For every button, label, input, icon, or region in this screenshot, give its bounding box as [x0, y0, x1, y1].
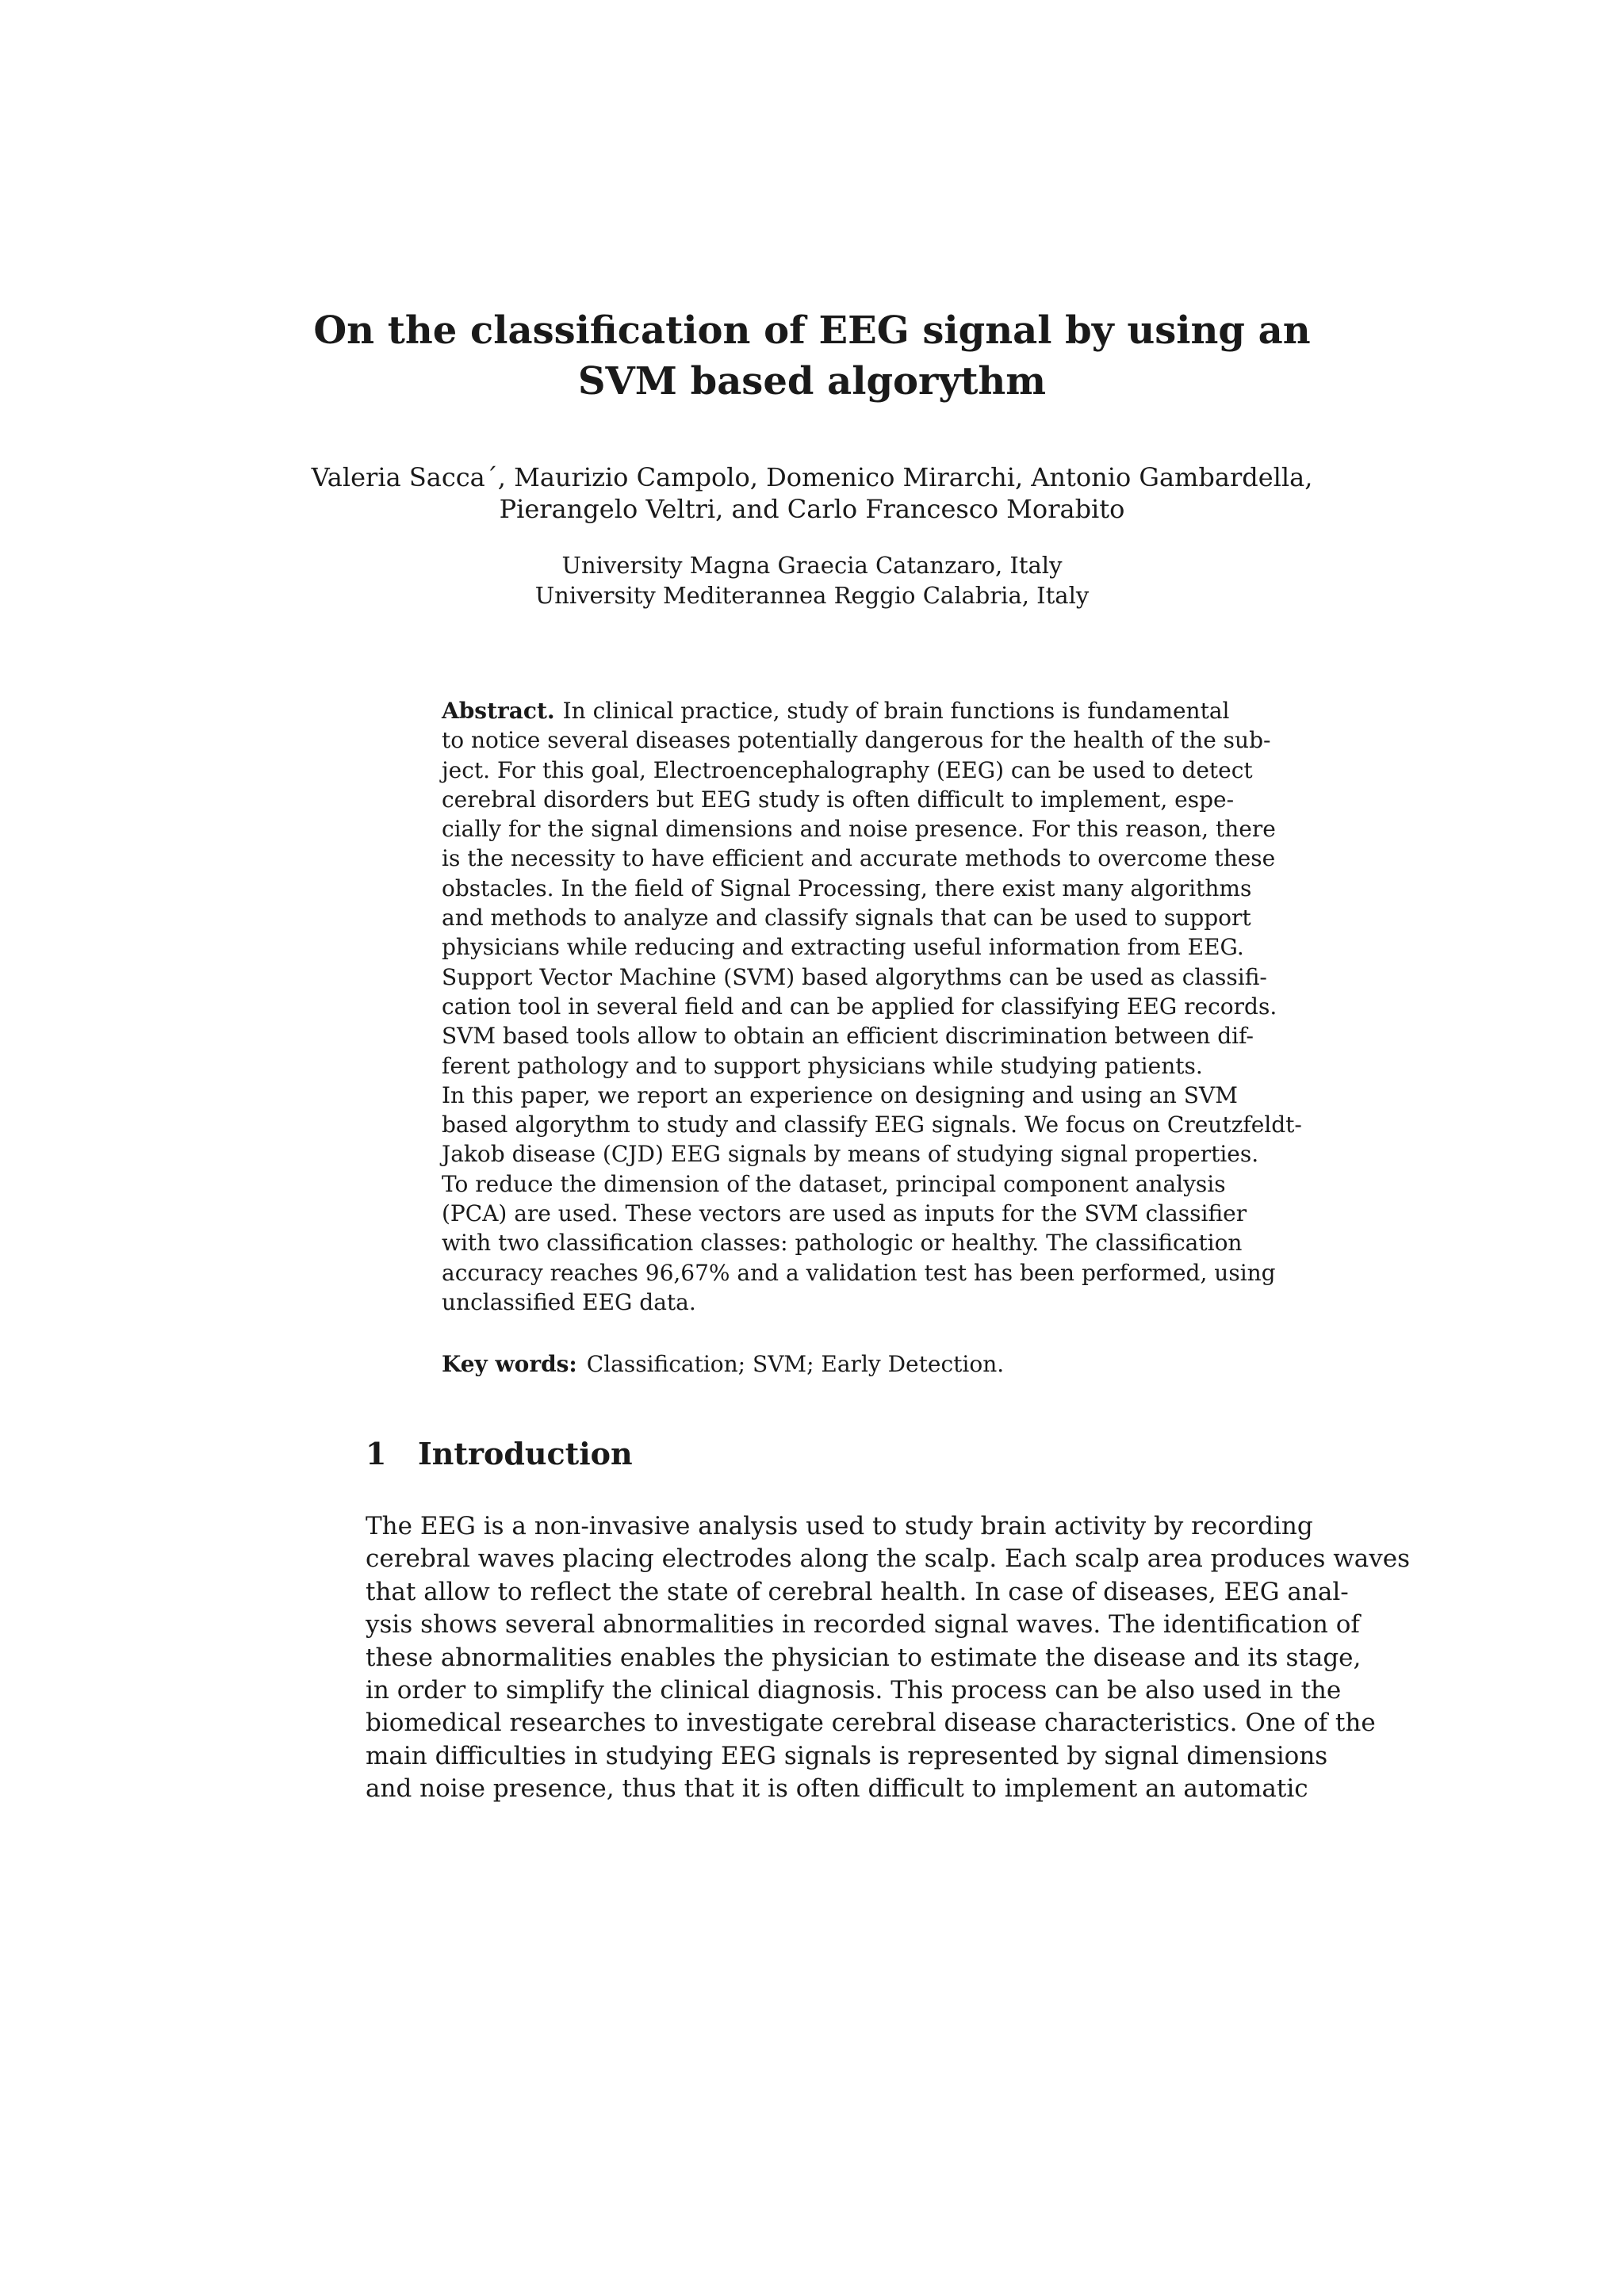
title-line: On the classification of EEG signal by using an [313, 308, 1311, 353]
abstract-line: (PCA) are used. These vectors are used as inputs for the SVM classifier [442, 1200, 1247, 1227]
intro-line: and noise presence, thus that it is often difficult to implement an automatic [366, 1774, 1308, 1804]
intro-line: these abnormalities enables the physician to estimate the disease and its stage, [366, 1643, 1362, 1672]
abstract-line: Jakob disease (CJD) EEG signals by means of studying signal properties. [442, 1141, 1259, 1168]
abstract-line: cially for the signal dimensions and noise presence. For this reason, there [442, 816, 1276, 843]
title-line: SVM based algorythm [577, 359, 1047, 404]
intro-paragraph [366, 1510, 1411, 1806]
abstract-line: with two classification classes: pathologic or healthy. The classification [442, 1230, 1243, 1257]
abstract-line: cerebral disorders but EEG study is often difficult to implement, espe- [442, 786, 1235, 813]
intro-line: ysis shows several abnormalities in recorded signal waves. The identification of [366, 1610, 1360, 1640]
abstract-line: based algorythm to study and classify EEG signals. We focus on Creutzfeldt- [442, 1112, 1302, 1138]
intro-line: The EEG is a non-invasive analysis used to study brain activity by recording [366, 1512, 1313, 1540]
keywords-text: Classification; SVM; Early Detection. [586, 1351, 1005, 1377]
intro-line: that allow to reflect the state of cerebral health. In case of diseases, EEG anal- [366, 1577, 1349, 1606]
abstract-line: is the necessity to have efficient and accurate methods to overcome these [442, 845, 1276, 872]
section-title: Introduction [418, 1436, 633, 1471]
intro-line: biomedical researches to investigate cerebral disease characteristics. One of the [366, 1709, 1376, 1738]
author-line: Valeria Sacca´, Maurizio Campolo, Domenico Mirarchi, Antonio Gambardella, [311, 462, 1313, 492]
abstract-line: cation tool in several field and can be applied for classifying EEG records. [442, 993, 1277, 1020]
abstract-line: obstacles. In the field of Signal Processing, there exist many algorithms [442, 874, 1252, 901]
abstract-line: accuracy reaches 96,67% and a validation test has been performed, using [442, 1259, 1276, 1286]
paper-title [238, 305, 1386, 407]
abstract-line: ferent pathology and to support physicians while studying patients. [442, 1052, 1203, 1079]
affiliation: University Magna Graecia Catanzaro, Italy [561, 552, 1063, 579]
intro-line: cerebral waves placing electrodes along the scalp. Each scalp area produces waves [366, 1544, 1411, 1574]
keywords [442, 1349, 1224, 1379]
abstract-line: physicians while reducing and extracting useful information from EEG. [442, 934, 1244, 961]
abstract-label: Abstract. [442, 698, 555, 724]
abstract-line: unclassified EEG data. [442, 1288, 696, 1315]
section-number: 1 [366, 1436, 387, 1471]
abstract-line: ject. For this goal, Electroencephalography (EEG) can be used to detect [442, 756, 1253, 783]
affiliation: University Mediterannea Reggio Calabria, Italy [534, 582, 1090, 609]
section-heading [366, 1435, 633, 1473]
abstract-line: SVM based tools allow to obtain an efficient discrimination between dif- [442, 1023, 1254, 1050]
abstract-line: Abstract. In clinical practice, study of brain functions is fundamental [442, 698, 1230, 724]
abstract-line: To reduce the dimension of the dataset, principal component analysis [442, 1170, 1226, 1197]
author-list [238, 461, 1386, 525]
abstract-line: Support Vector Machine (SVM) based algorythms can be used as classifi- [442, 963, 1267, 990]
author-line: Pierangelo Veltri, and Carlo Francesco Morabito [499, 494, 1125, 524]
abstract-line: In this paper, we report an experience on designing and using an SVM [442, 1081, 1238, 1108]
abstract-line: and methods to analyze and classify signals that can be used to support [442, 905, 1251, 932]
abstract-line: to notice several diseases potentially dangerous for the health of the sub- [442, 727, 1271, 754]
keywords-label: Key words: [442, 1351, 577, 1377]
affiliations [238, 550, 1386, 610]
abstract [442, 696, 1302, 1317]
intro-line: main difficulties in studying EEG signals is represented by signal dimensions [366, 1741, 1328, 1770]
intro-line: in order to simplify the clinical diagnosis. This process can be also used in the [366, 1676, 1342, 1705]
